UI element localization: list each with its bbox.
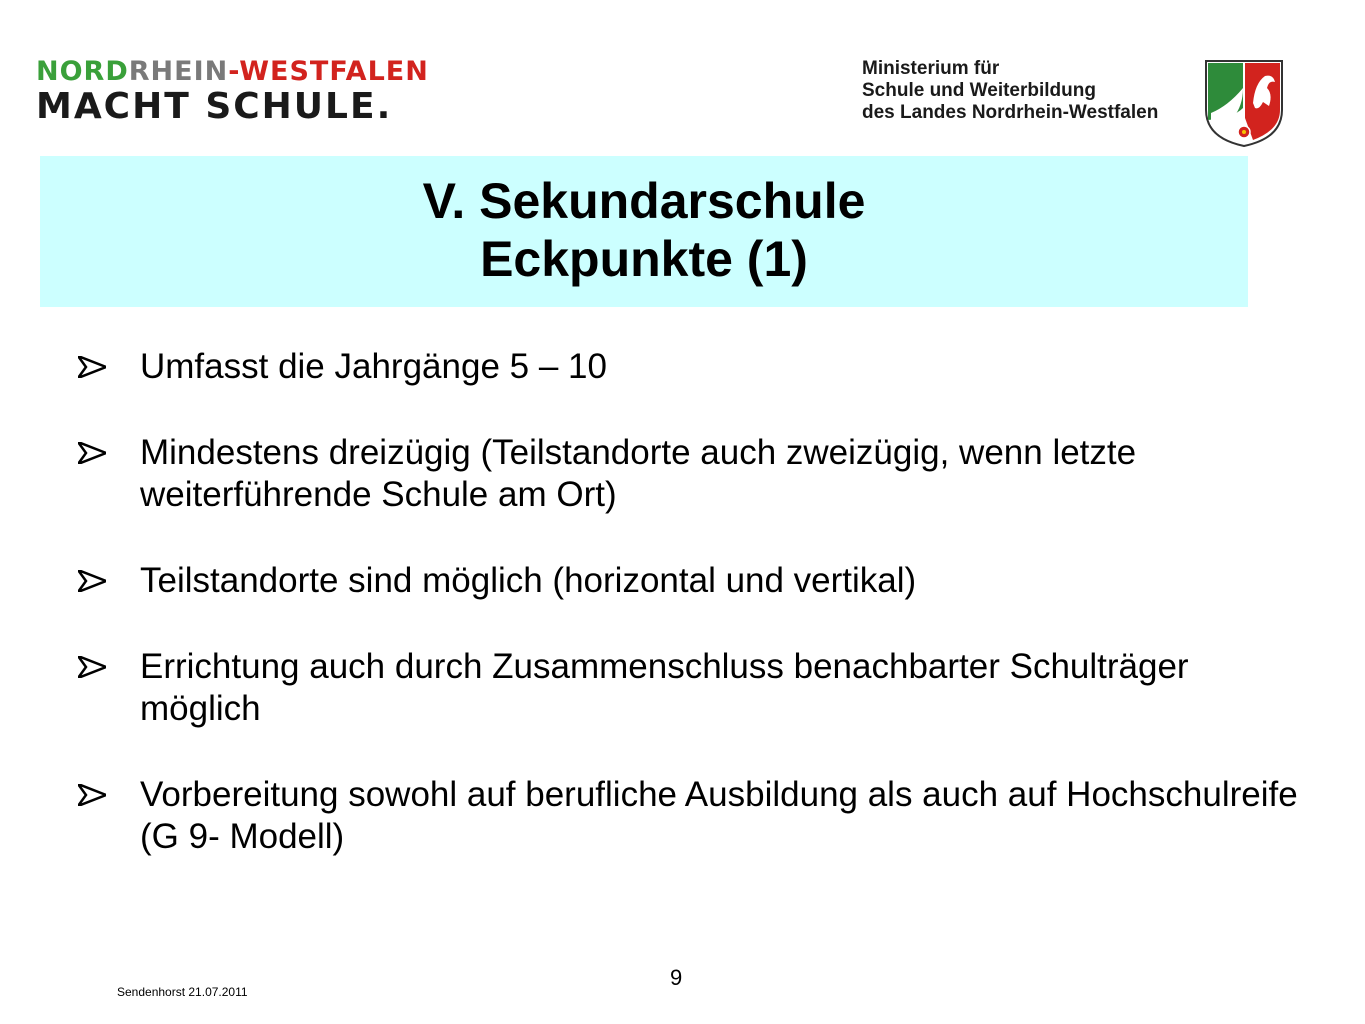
bullet-item xyxy=(78,646,1308,730)
arrow-bullet-icon xyxy=(78,570,106,592)
bullet-item xyxy=(78,774,1308,858)
bullet-list xyxy=(78,346,1308,902)
nrw-coat-of-arms-icon xyxy=(1203,58,1285,148)
title-line1: V. Sekundarschule xyxy=(422,173,866,229)
page-number: 9 xyxy=(670,965,683,990)
ministry-line1: Ministerium für xyxy=(862,58,1000,79)
bullet-text: Errichtung auch durch Zusammenschluss benachbarter Schulträger möglich xyxy=(140,647,1189,728)
bullet-item xyxy=(78,560,1308,602)
nrw-macht-schule-logo xyxy=(36,56,429,127)
footer-text: Sendenhorst 21.07.2011 xyxy=(117,985,248,999)
arrow-bullet-icon xyxy=(78,656,106,678)
title-line2: Eckpunkte (1) xyxy=(480,231,808,287)
bullet-text: Vorbereitung sowohl auf berufliche Ausbildung als auch auf Hochschulreife (G 9- Modell) xyxy=(140,775,1298,856)
bullet-text: Teilstandorte sind möglich (horizontal und vertikal) xyxy=(140,561,917,600)
logo-line2: MACHT SCHULE. xyxy=(36,86,393,127)
ministry-name xyxy=(862,58,1158,124)
slide-title xyxy=(40,156,1248,307)
arrow-bullet-icon xyxy=(78,442,106,464)
ministry-line3: des Landes Nordrhein-Westfalen xyxy=(862,102,1159,123)
logo-westfalen: -WESTFALEN xyxy=(228,56,429,87)
arrow-bullet-icon xyxy=(78,356,106,378)
arrow-bullet-icon xyxy=(78,784,106,806)
logo-line1 xyxy=(36,56,429,87)
bullet-item xyxy=(78,346,1308,388)
bullet-text: Mindestens dreizügig (Teilstandorte auch zweizügig, wenn letzte weiterführende Schule am Ort) xyxy=(140,433,1137,514)
ministry-line2: Schule und Weiterbildung xyxy=(862,80,1096,101)
bullet-item xyxy=(78,432,1308,516)
logo-rhein: RHEIN xyxy=(128,56,229,87)
bullet-text: Umfasst die Jahrgänge 5 – 10 xyxy=(140,347,607,386)
logo-nord: NORD xyxy=(36,56,129,87)
